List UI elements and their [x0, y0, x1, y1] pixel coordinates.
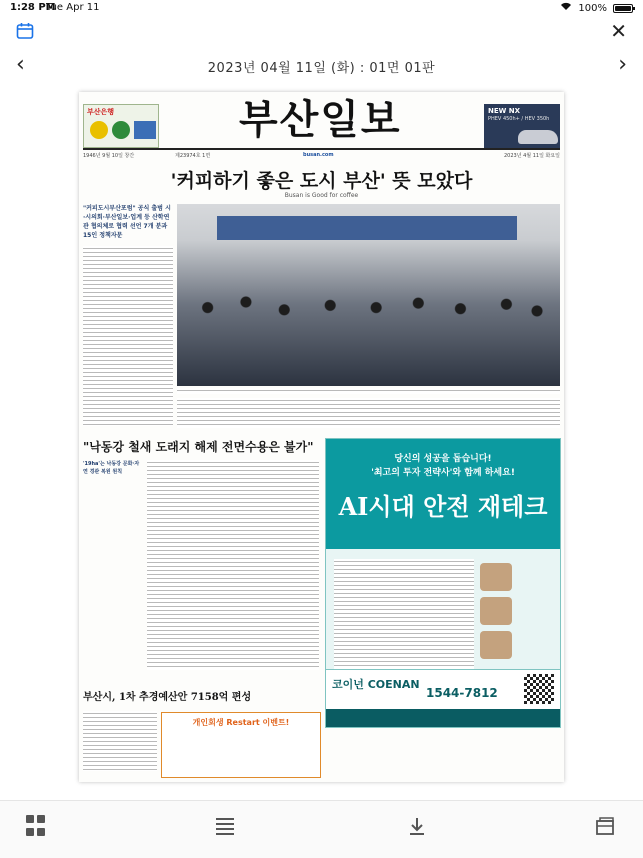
status-bar — [0, 0, 643, 16]
founding-date: 1946년 9월 10일 창간 — [83, 153, 135, 159]
website: busan.com — [303, 152, 334, 158]
advisor-photo — [480, 597, 512, 625]
restart-event-ad[interactable] — [161, 712, 321, 778]
second-article-text — [147, 460, 319, 670]
article-body-columns — [177, 398, 560, 428]
second-article[interactable] — [83, 438, 319, 475]
wifi-icon — [560, 2, 572, 14]
third-article-text — [83, 711, 157, 771]
advisor-column — [476, 557, 556, 687]
photo-caption — [177, 388, 560, 394]
calendar-icon[interactable] — [16, 22, 34, 40]
newspaper-page[interactable] — [79, 92, 564, 782]
ad-headline: AI시대 안전 재테크 — [338, 492, 548, 521]
right-ad-brand: NEW NX — [488, 107, 521, 115]
ad-brand: 코이넌 COENAN — [332, 678, 420, 691]
main-headline[interactable]: '커피하기 좋은 도시 부산' 뜻 모았다 — [170, 170, 473, 192]
ad-line-2: '최고의 투자 전략사'와 함께 하세요! — [371, 468, 515, 478]
ad-graphic-icon — [134, 121, 156, 139]
status-date: Tue Apr 11 — [46, 2, 100, 13]
newspaper-logo: 부산일보 — [239, 96, 402, 143]
investment-ad[interactable] — [325, 438, 561, 728]
advisor-photo — [480, 631, 512, 659]
masthead-left-ad[interactable] — [83, 104, 159, 148]
ad-graphic-icon — [112, 121, 130, 139]
page-view-icon[interactable] — [594, 815, 616, 837]
ad-phone: 1544-7812 — [426, 686, 498, 700]
next-page-arrow-icon[interactable]: › — [618, 52, 627, 77]
top-toolbar — [0, 16, 643, 46]
ad-bottom-bar — [326, 709, 560, 727]
issue-date: 2023년 4월 11일 화요일 — [503, 153, 560, 159]
status-right — [560, 2, 633, 14]
second-article-headline: "낙동강 철새 도래지 해제 전면수용은 불가" — [83, 440, 314, 454]
right-ad-sub: PHEV 450h+ / HEV 350h — [488, 116, 550, 122]
main-photo[interactable] — [177, 204, 560, 386]
event-banner-image — [217, 216, 517, 240]
download-icon[interactable] — [406, 815, 428, 837]
masthead-infoline — [83, 148, 560, 158]
restart-ad-title: 개인회생 Restart 이벤트! — [192, 718, 290, 727]
ad-body-text — [334, 559, 474, 679]
battery-percent: 100% — [578, 2, 607, 14]
article-list-icon[interactable] — [214, 815, 236, 837]
crowd-image — [177, 274, 560, 386]
ad-footer — [326, 669, 560, 709]
status-time: 1:28 PM — [10, 2, 56, 13]
ad-line-1: 당신의 성공을 돕습니다! — [394, 454, 492, 464]
second-article-lead: '19ha'는 낙동강 문화·자연 경관 복원 원칙 — [83, 461, 140, 475]
lead-summary: "커피도시부산포럼" 공식 출범 시·시의회·부산일보·업계 등 산학연관 협의체로 협력 선언 7개 분과 15인 정책자문 — [83, 205, 171, 239]
ad-graphic-icon — [90, 121, 108, 139]
thumbnail-grid-icon[interactable] — [26, 815, 48, 837]
date-navigation — [0, 48, 643, 82]
investment-ad-header — [326, 439, 560, 549]
lead-article[interactable] — [83, 204, 173, 426]
article-text — [83, 246, 173, 426]
qr-code-icon — [524, 674, 554, 704]
edition-date-title: 2023년 04월 11일 (화) : 01면 01판 — [207, 61, 436, 76]
issue-number: 제23974호 1면 — [175, 153, 211, 159]
close-icon[interactable]: ✕ — [610, 19, 627, 43]
advisor-photo — [480, 563, 512, 591]
bottom-toolbar — [0, 800, 643, 858]
previous-page-arrow-icon[interactable]: ‹ — [16, 52, 25, 77]
headline-english: Busan is Good for coffee — [284, 192, 359, 199]
battery-icon — [613, 4, 633, 13]
left-ad-brand: 부산은행 — [87, 108, 115, 116]
masthead — [79, 92, 564, 154]
car-image-icon — [518, 130, 558, 144]
masthead-right-ad[interactable] — [484, 104, 560, 148]
third-article-headline: 부산시, 1차 추경예산안 7158억 편성 — [83, 692, 252, 703]
